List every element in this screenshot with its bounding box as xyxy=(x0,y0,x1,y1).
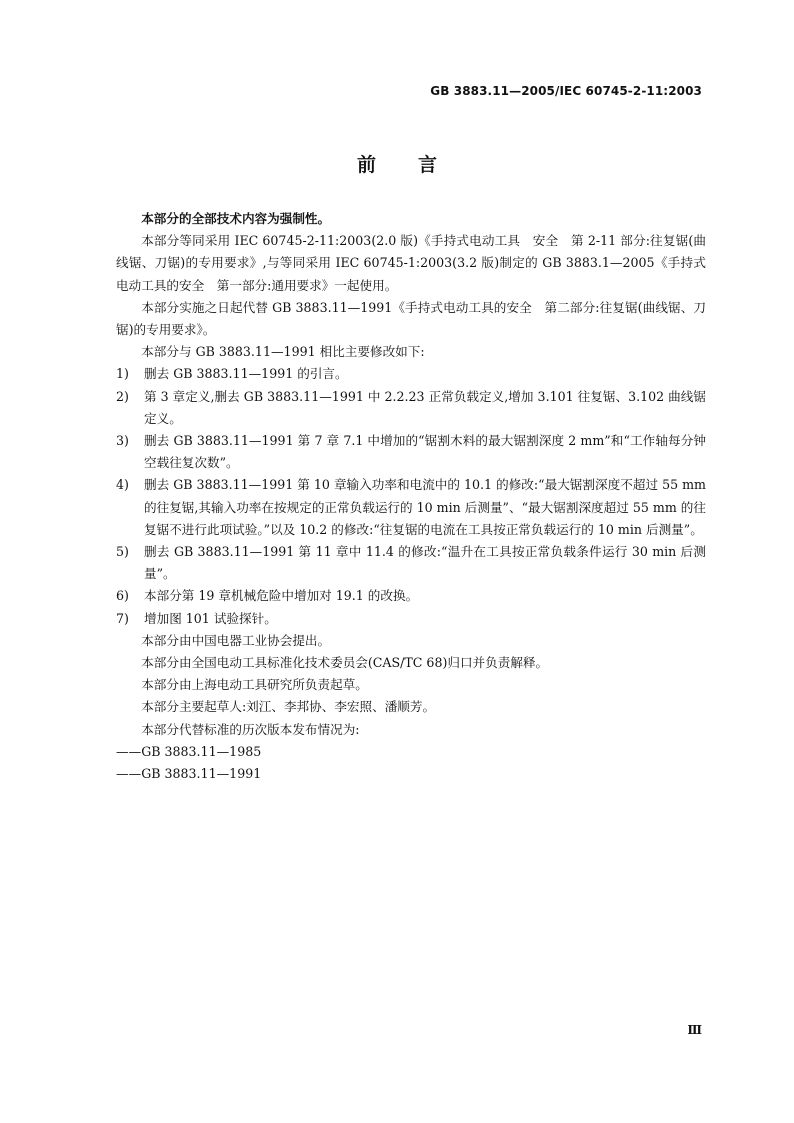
committee-paragraph: 本部分由全国电动工具标准化技术委员会(CAS/TC 68)归口并负责解释。 xyxy=(141,655,549,671)
list-item-text: 本部分第 19 章机械危险中增加对 19.1 的改换。 xyxy=(144,588,419,604)
drafting-org-paragraph: 本部分由上海电动工具研究所负责起草。 xyxy=(141,677,368,693)
list-item xyxy=(116,608,706,630)
list-item-number: 3) xyxy=(116,433,129,449)
list-item-text: 删去 GB 3883.11—1991 第 10 章输入功率和电流中的 10.1 的修改:“最大锯割深度不超过 55 mm的往复锯,其输入功率在按规定的正常负载运行的 10 min 后测量”、“最大锯割深度超过 55 mm 的往复锯不进行此项试验。”以及 10.2 的修改:“往复锯的电流在工具按正常负载运行的 10 min 后测量”。 xyxy=(144,477,706,537)
proposer-paragraph: 本部分由中国电器工业协会提出。 xyxy=(141,632,331,648)
changes-intro: 本部分与 GB 3883.11—1991 相比主要修改如下: xyxy=(141,344,425,360)
list-item-text: 删去 GB 3883.11—1991 第 11 章中 11.4 的修改:“温升在工具按正常负载条件运行 30 min 后测量”。 xyxy=(144,544,706,582)
list-item xyxy=(116,541,706,585)
list-item-number: 1) xyxy=(116,366,129,382)
list-item-text: 删去 GB 3883.11—1991 的引言。 xyxy=(144,366,348,382)
foreword-body xyxy=(116,208,706,785)
page-number: Ⅲ xyxy=(687,1023,702,1037)
list-item-text: 删去 GB 3883.11—1991 第 7 章 7.1 中增加的“锯割木料的最大锯割深度 2 mm”和“工作轴每分钟空载往复次数”。 xyxy=(144,433,706,471)
list-item xyxy=(116,386,706,430)
list-item xyxy=(116,363,706,385)
list-item-number: 6) xyxy=(116,588,129,604)
list-item xyxy=(116,430,706,474)
changes-list xyxy=(116,363,706,629)
adoption-paragraph: 本部分等同采用 IEC 60745-2-11:2003(2.0 版)《手持式电动工具 安全 第 2-11 部分:往复锯(曲线锯、刀锯)的专用要求》,与等同采用 IEC 60745-1:2003(3.2 版)制定的 GB 3883.1—2005《手持式电动工具的安全 第一部分:通用要求》一起使用。 xyxy=(116,233,706,293)
list-item xyxy=(116,474,706,541)
list-item-text: 增加图 101 试验探针。 xyxy=(144,610,277,626)
history-item: ——GB 3883.11—1991 xyxy=(116,766,262,782)
history-intro: 本部分代替标准的历次版本发布情况为: xyxy=(141,721,360,737)
list-item xyxy=(116,585,706,607)
history-list xyxy=(116,741,706,785)
list-item-text: 第 3 章定义,删去 GB 3883.11—1991 中 2.2.23 正常负载定义,增加 3.101 往复锯、3.102 曲线锯定义。 xyxy=(144,388,706,426)
mandatory-statement: 本部分的全部技术内容为强制性。 xyxy=(141,211,331,226)
history-item: ——GB 3883.11—1985 xyxy=(116,743,262,759)
standard-code-header: GB 3883.11—2005/IEC 60745-2-11:2003 xyxy=(430,84,702,98)
list-item-number: 4) xyxy=(116,477,129,493)
list-item-number: 2) xyxy=(116,388,129,404)
drafters-paragraph: 本部分主要起草人:刘江、李邦协、李宏照、潘顺芳。 xyxy=(141,699,436,715)
list-item-number: 7) xyxy=(116,610,129,626)
page-title: 前言 xyxy=(356,154,479,176)
replacement-paragraph: 本部分实施之日起代替 GB 3883.11—1991《手持式电动工具的安全 第二部分:往复锯(曲线锯、刀锯)的专用要求》。 xyxy=(116,299,706,338)
list-item-number: 5) xyxy=(116,544,129,560)
